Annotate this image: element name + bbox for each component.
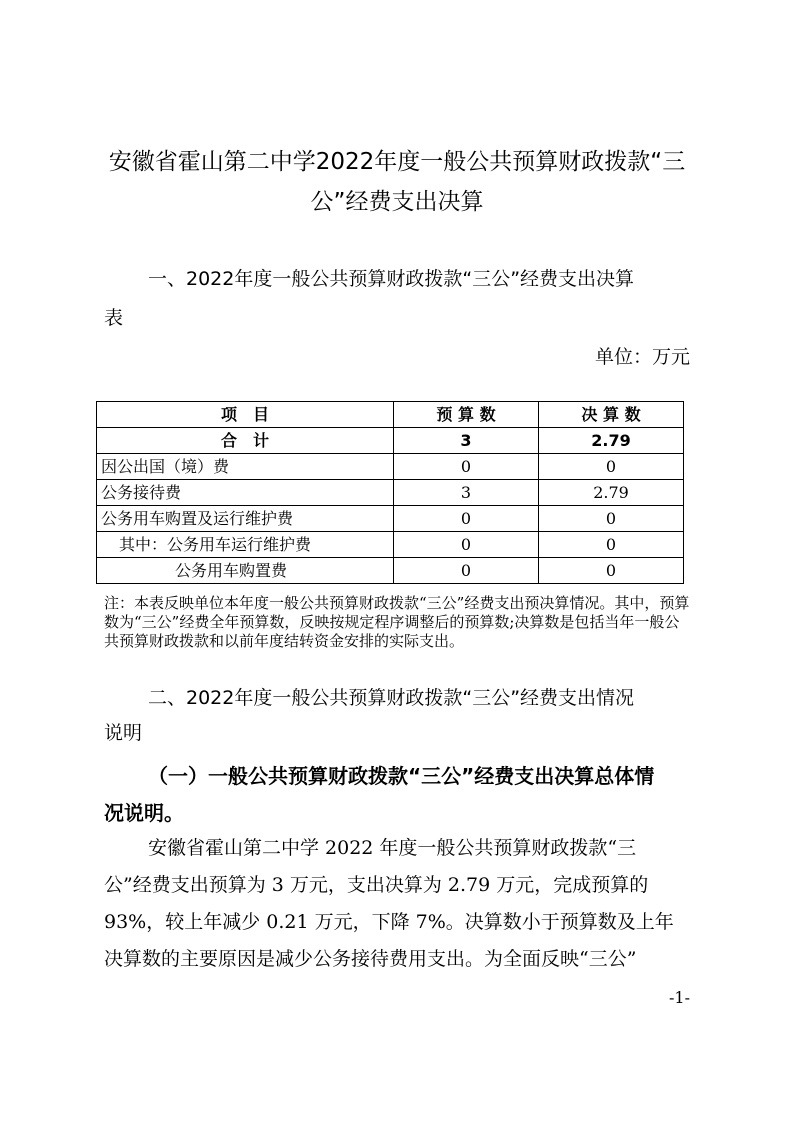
row-label: 公务用车购置费 [97,558,394,584]
table-row [97,558,684,584]
row-budget: 0 [394,558,539,584]
row-budget: 0 [394,506,539,532]
page-number: -1- [669,988,690,1007]
row-actual: 2.79 [539,480,684,506]
paragraph-line: 公”经费支出预算为 3 万元，支出决算为 2.79 万元，完成预算的 [104,874,649,896]
row-label: 其中：公务用车运行维护费 [97,532,394,558]
header-item: 项 目 [97,402,394,428]
table-row-total [97,428,684,454]
table-row [97,532,684,558]
section2-heading: 二、2022年度一般公共预算财政拨款“三公”经费支出情况 [148,687,635,709]
table-row [97,454,684,480]
subsection1-heading-cont: 况说明。 [104,801,184,825]
document-title-line2: 公”经费支出决算 [310,189,484,215]
row-label: 公务用车购置及运行维护费 [97,506,394,532]
unit-label: 单位：万元 [594,346,690,368]
row-budget: 0 [394,532,539,558]
section1-heading-cont: 表 [104,307,124,329]
row-label: 合 计 [97,428,394,454]
header-budget: 预 算 数 [394,402,539,428]
row-label: 因公出国（境）费 [97,454,394,480]
section1-heading: 一、2022年度一般公共预算财政拨款“三公”经费支出决算 [148,268,635,290]
row-label: 公务接待费 [97,480,394,506]
section2-heading-cont: 说明 [104,722,143,744]
paragraph-line: 安徽省霍山第二中学 2022 年度一般公共预算财政拨款“三 [148,837,637,859]
row-budget: 3 [394,428,539,454]
row-budget: 3 [394,480,539,506]
paragraph-line: 决算数的主要原因是减少公务接待费用支出。为全面反映“三公” [104,948,637,970]
row-actual: 0 [539,532,684,558]
header-actual: 决 算 数 [539,402,684,428]
table-header-row [97,402,684,428]
three-public-expenses-table [96,401,684,584]
table-footnote: 注：本表反映单位本年度一般公共预算财政拨款“三公”经费支出预决算情况。其中，预算数为“三公”经费全年预算数，反映按规定程序调整后的预算数;决算数是包括当年一般公共预算财政拨款和以前年度结转资金安排的实际支出。 [104,594,690,650]
row-actual: 0 [539,558,684,584]
row-actual: 0 [539,454,684,480]
table-row [97,506,684,532]
row-actual: 2.79 [539,428,684,454]
row-actual: 0 [539,506,684,532]
table-row [97,480,684,506]
subsection1-heading: （一）一般公共预算财政拨款“三公”经费支出决算总体情 [148,764,655,788]
document-title-line1: 安徽省霍山第二中学2022年度一般公共预算财政拨款“三 [108,149,686,175]
paragraph-line: 93%，较上年减少 0.21 万元，下降 7%。决算数小于预算数及上年 [104,911,674,933]
row-budget: 0 [394,454,539,480]
